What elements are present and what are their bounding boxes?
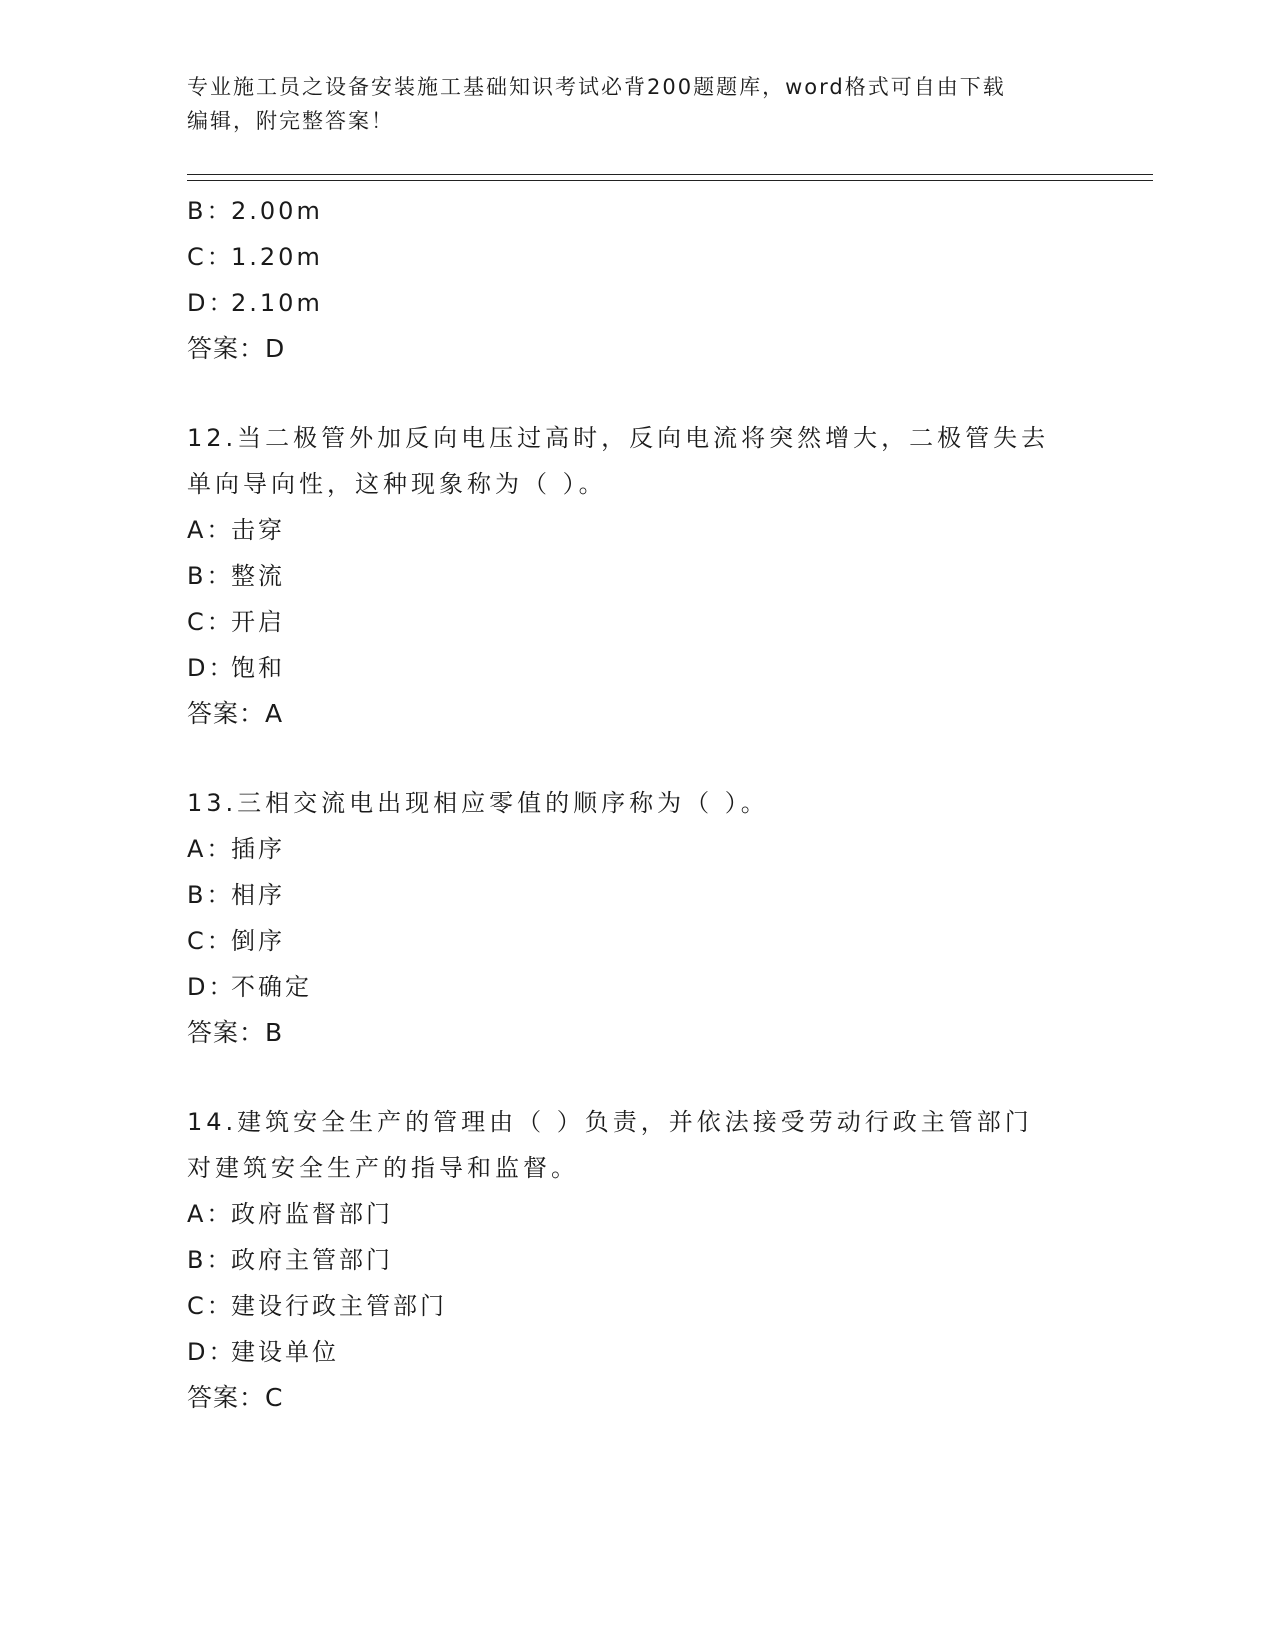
option-key: A： bbox=[187, 516, 234, 544]
option-text: 插序 bbox=[231, 835, 285, 863]
option-key: C： bbox=[187, 608, 234, 636]
option-text: 1.20m bbox=[231, 243, 323, 271]
option-text: 政府主管部门 bbox=[231, 1246, 393, 1274]
option-text: 饱和 bbox=[231, 654, 285, 682]
option-b bbox=[187, 188, 1087, 234]
answer-line: 答案：A bbox=[187, 699, 284, 728]
option-text: 整流 bbox=[231, 562, 285, 590]
spacer bbox=[187, 1056, 1087, 1099]
option-d bbox=[187, 645, 1087, 691]
option-key: D： bbox=[187, 1338, 236, 1366]
option-text: 2.10m bbox=[231, 289, 323, 317]
option-text: 击穿 bbox=[231, 516, 285, 544]
option-d bbox=[187, 280, 1087, 326]
option-b bbox=[187, 553, 1087, 599]
spacer bbox=[187, 737, 1087, 780]
option-key: C： bbox=[187, 1292, 234, 1320]
option-text: 倒序 bbox=[231, 927, 285, 955]
answer-line: 答案：D bbox=[187, 334, 286, 363]
option-a bbox=[187, 1191, 1087, 1237]
option-key: A： bbox=[187, 1200, 234, 1228]
question-stem-line-1: 12.当二极管外加反向电压过高时，反向电流将突然增大，二极管失去 bbox=[187, 424, 1050, 452]
header-divider-top bbox=[187, 174, 1153, 175]
option-text: 不确定 bbox=[231, 973, 312, 1001]
question-stem-line-2: 对建筑安全生产的指导和监督。 bbox=[187, 1154, 579, 1182]
option-d bbox=[187, 964, 1087, 1010]
answer-line: 答案：C bbox=[187, 1383, 284, 1412]
option-c bbox=[187, 599, 1087, 645]
question-stem-line-1: 14.建筑安全生产的管理由（ ）负责，并依法接受劳动行政主管部门 bbox=[187, 1108, 1033, 1136]
option-key: B： bbox=[187, 562, 234, 590]
question-11-tail bbox=[187, 188, 1087, 372]
spacer bbox=[187, 372, 1087, 415]
option-b bbox=[187, 1237, 1087, 1283]
option-c bbox=[187, 918, 1087, 964]
question-stem-line-1: 13.三相交流电出现相应零值的顺序称为（ ）。 bbox=[187, 789, 769, 817]
question-stem-line-2: 单向导向性，这种现象称为（ ）。 bbox=[187, 470, 607, 498]
question-13 bbox=[187, 780, 1087, 1056]
option-d bbox=[187, 1329, 1087, 1375]
answer-line: 答案：B bbox=[187, 1018, 284, 1047]
option-c bbox=[187, 234, 1087, 280]
header-title-line-1: 专业施工员之设备安装施工基础知识考试必背200题题库，word格式可自由下载 bbox=[187, 75, 1006, 99]
option-b bbox=[187, 872, 1087, 918]
question-14 bbox=[187, 1099, 1087, 1421]
option-a bbox=[187, 826, 1087, 872]
question-12 bbox=[187, 415, 1087, 737]
option-text: 开启 bbox=[231, 608, 285, 636]
option-text: 建设行政主管部门 bbox=[231, 1292, 447, 1320]
option-c bbox=[187, 1283, 1087, 1329]
option-key: C： bbox=[187, 243, 234, 271]
option-text: 政府监督部门 bbox=[231, 1200, 393, 1228]
option-key: C： bbox=[187, 927, 234, 955]
option-key: D： bbox=[187, 289, 236, 317]
option-text: 建设单位 bbox=[231, 1338, 339, 1366]
header-title-line-2: 编辑，附完整答案！ bbox=[187, 109, 394, 133]
question-list bbox=[187, 188, 1087, 1421]
option-key: D： bbox=[187, 654, 236, 682]
header-divider-bottom bbox=[187, 180, 1153, 181]
option-text: 2.00m bbox=[231, 197, 323, 225]
document-header bbox=[187, 70, 1087, 138]
option-key: B： bbox=[187, 197, 234, 225]
option-key: B： bbox=[187, 881, 234, 909]
option-key: D： bbox=[187, 973, 236, 1001]
option-key: B： bbox=[187, 1246, 234, 1274]
option-key: A： bbox=[187, 835, 234, 863]
option-text: 相序 bbox=[231, 881, 285, 909]
option-a bbox=[187, 507, 1087, 553]
